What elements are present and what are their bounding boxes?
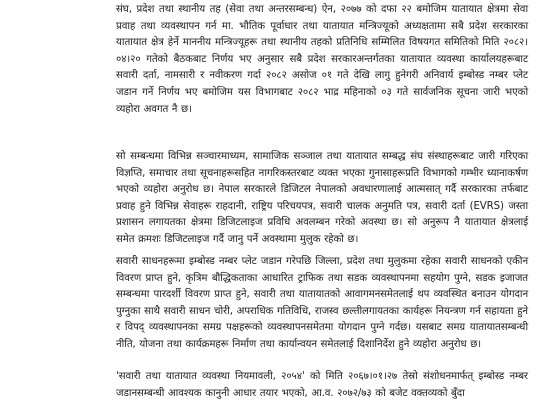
paragraph-digitalization-context: सो सम्बन्धमा विभिन्न सञ्चारमाध्यम, सामाजिक सञ्जाल तथा यातायात सम्बद्ध संघ संस्थाहरूबाट जारी गरिएका विज्ञप्ति, समाचार तथा सूचनाहरूसहित नागरिकस्तरबाट व्यक्त भएका गुनासाहरूप्रति विभागको गम्भीर ध्यानाकर्षण भएको व्यहोरा अनुरोध छ। नेपाल सरकारले डिजिटल नेपालको अवधारणालाई आत्मसात् गर्दै सरकारका तर्फबाट प्रवाह हुने विभिन्न सेवाहरू राहदानी, राष्ट्रिय परिचयपत्र, सवारी चालक अनुमति पत्र, सवारी दर्ता (EVRS) जस्ता प्रशासन लगायतका क्षेत्रमा डिजिटलाइज प्रविधि अवलम्बन गरेको अवस्था छ। सो अनुरूप नै यातायात क्षेत्रलाई समेत क्रमशः डिजिटलाइज गर्दै जानु पर्ने अवस्थामा मुलुक रहेको छ। (116, 151, 528, 245)
paragraph-embossed-plate-decision: संघ, प्रदेश तथा स्थानीय तह (सेवा तथा अन्तरसम्बन्ध) ऐन, २०७७ को दफा २२ बमोजिम यातायात क्षेत्रमा सेवा प्रवाह तथा व्यवस्थापन गर्न मा. भौतिक पूर्वाधार तथा यातायात मन्त्रिज्यूको अध्यक्षतामा सबै प्रदेश सरकारका यातायात क्षेत्र हेर्ने माननीय मन्त्रिज्यूहरू तथा स्थानीय तहको प्रतिनिधि सम्मिलित विषयगत समितिको मिति २०८२।०४।२० गतेको बैठकबाट निर्णय भए अनुसार सबै प्रदेश सरकारअन्तर्गतका यातायात व्यवस्था कार्यालयहरूबाट सवारी दर्ता, नामसारी र नवीकरण गर्दा २०८२ असोज ०१ गते देखि लागु हुनेगरी अनिवार्य इम्बोस्ड नम्बर प्लेट जडान गर्ने निर्णय भए बमोजिम यस विभागबाट २०८२ भाद्र महिनाको ०३ गते सार्वजनिक सूचना जारी भएको व्यहोरा अवगत नै छ। (116, 4, 528, 115)
paragraph-legal-basis: 'सवारी तथा यातायात व्यवस्था नियमावली, २०५४' को मिति २०६७।०१।२७ तेस्रो संशोधनमार्फत् इम्बोस्ड नम्बर जडानसम्बन्धी आवश्यक कानुनी आधार तयार भएको, आ.व. २०७२/७३ को बजेट वक्तव्यको बुँदा (116, 371, 528, 399)
paragraph-benefits: सवारी साधनहरूमा इम्बोस्ड नम्बर प्लेट जडान गरेपछि जिल्ला, प्रदेश तथा मुलुकमा रहेका सवारी साधनको एकीन विवरण प्राप्त हुने, कृत्रिम बौद्धिकताका आधारित ट्राफिक तथा सडक व्यवस्थापनमा सहयोग पुग्ने, सडक इजाजत सम्बन्धमा पारदर्शी विवरण प्राप्त हुने, सवारी तथा यातायातको आवागमनसमेतलाई थप व्यवस्थित बनाउन योगदान पुग्नुका साथै सवारी साधन चोरी, अपराधिक गतिविधि, राजस्व छल्तीलगायतका कार्यहरू नियन्त्रण गर्न सहायता हुने र विपद् व्यवस्थापनका समग्र पक्षहरूको व्यवस्थापनसमेतमा योगदान पुग्ने गर्दछ। यसबाट समग्र यातायातसम्बन्धी नीति, योजना तथा कार्यक्रमहरू निर्माण तथा कार्यान्वयन समेतलाई दिशानिर्देश हुने व्यहोरा अनुरोध छ। (116, 256, 528, 350)
